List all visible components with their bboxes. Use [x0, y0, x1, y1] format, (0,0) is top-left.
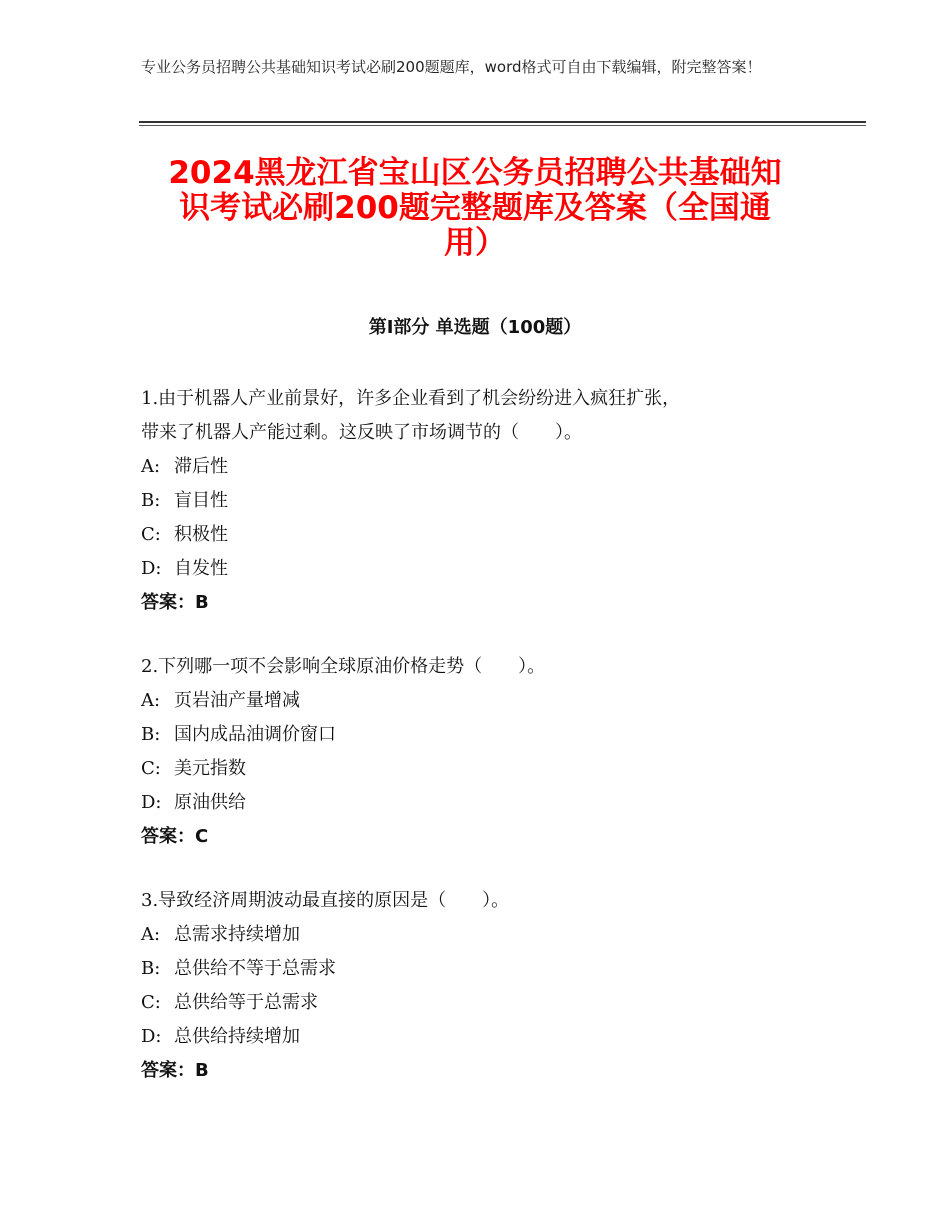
option-letter: C:: [141, 758, 161, 779]
option-c: [141, 518, 831, 552]
question-1: [141, 382, 831, 620]
answer-line: 答案：B: [141, 1060, 209, 1081]
option-text: 滞后性: [174, 456, 228, 477]
option-text: 总供给不等于总需求: [174, 958, 336, 979]
option-letter: B:: [141, 958, 161, 979]
option-text: 积极性: [174, 524, 228, 545]
answer-line: 答案：C: [141, 826, 209, 847]
question-list: [141, 382, 831, 1118]
question-stem-line: 2.下列哪一项不会影响全球原油价格走势（ ）。: [141, 656, 546, 677]
option-letter: B:: [141, 490, 161, 511]
option-c: [141, 986, 831, 1020]
option-letter: D:: [141, 558, 162, 579]
option-text: 美元指数: [174, 758, 246, 779]
option-d: [141, 552, 831, 586]
answer-line: 答案：B: [141, 592, 209, 613]
option-d: [141, 786, 831, 820]
title-line: 识考试必刷200题完整题库及答案（全国通: [179, 190, 771, 226]
option-letter: C:: [141, 524, 161, 545]
option-a: [141, 918, 831, 952]
option-text: 原油供给: [174, 792, 246, 813]
question-stem-line: 带来了机器人产能过剩。这反映了市场调节的（ ）。: [141, 422, 582, 443]
option-text: 自发性: [174, 558, 228, 579]
option-letter: C:: [141, 992, 161, 1013]
option-text: 总需求持续增加: [174, 924, 300, 945]
header-rule-thick: [139, 121, 866, 123]
header-rule-thin: [139, 125, 866, 126]
option-letter: A:: [141, 456, 161, 477]
option-text: 页岩油产量增减: [174, 690, 300, 711]
option-letter: A:: [141, 690, 161, 711]
document-title: [140, 156, 810, 261]
option-c: [141, 752, 831, 786]
question-stem-line: 3.导致经济周期波动最直接的原因是（ ）。: [141, 890, 510, 911]
option-b: [141, 484, 831, 518]
question-stem-line: 1.由于机器人产业前景好，许多企业看到了机会纷纷进入疯狂扩张，: [141, 388, 681, 409]
option-text: 总供给等于总需求: [174, 992, 318, 1013]
question-2: [141, 650, 831, 854]
option-text: 盲目性: [174, 490, 228, 511]
option-text: 国内成品油调价窗口: [174, 724, 336, 745]
header-note: 专业公务员招聘公共基础知识考试必刷200题题库，word格式可自由下载编辑，附完整答案！: [141, 58, 762, 76]
option-text: 总供给持续增加: [174, 1026, 300, 1047]
question-3: [141, 884, 831, 1088]
option-letter: D:: [141, 1026, 162, 1047]
option-b: [141, 952, 831, 986]
option-b: [141, 718, 831, 752]
option-a: [141, 450, 831, 484]
option-a: [141, 684, 831, 718]
option-letter: B:: [141, 724, 161, 745]
option-letter: A:: [141, 924, 161, 945]
title-line: 用）: [444, 225, 506, 261]
title-line: 2024黑龙江省宝山区公务员招聘公共基础知: [168, 155, 782, 191]
section-title: 第I部分 单选题（100题）: [368, 317, 582, 338]
option-d: [141, 1020, 831, 1054]
option-letter: D:: [141, 792, 162, 813]
